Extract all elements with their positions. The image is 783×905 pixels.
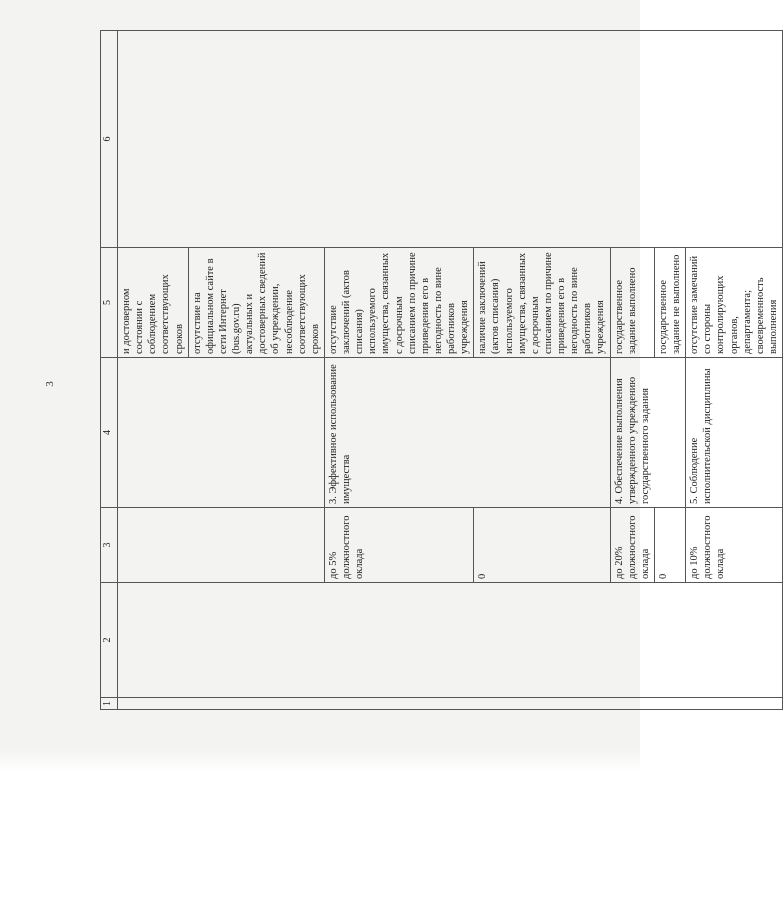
cell-col4: 4. Обеспечение выполнения утвержденного учреждению государственного задания [610, 358, 686, 508]
cell-col1 [118, 698, 783, 710]
cell-col5: и достоверном состоянии с соблюдением соответствующих сроков [118, 248, 189, 358]
rotated-table-container [100, 30, 779, 710]
header-cell: 2 [101, 583, 118, 698]
cell-col3: до 10% должностного оклада [686, 508, 783, 583]
header-cell: 6 [101, 31, 118, 248]
cell-col5: отсутствие заключений (актов списания) используемого имущества, связанных с досрочным списанием по причине приведения его в негодность по вине работников учреждения [324, 248, 473, 358]
cell-col5: отсутствие на официальном сайте в сети Интернет (bus.gov.ru) актуальных и достоверных сведений об учреждении, несоблюдение соответствующих сроков [188, 248, 324, 358]
cell-col3: до 5% должностного оклада [324, 508, 473, 583]
cell-col4: 3. Эффективное использование имущества [324, 358, 610, 508]
cell-col5: отсутствие замечаний со стороны контролирующих органов, департамента; своевременность выполнения [686, 248, 783, 358]
cell-col5: наличие заключений (актов списания) используемого имущества, связанных с досрочным списанием по причине приведения его в негодность по вине работников учреждения [474, 248, 610, 358]
cell-col3: 0 [474, 508, 610, 583]
cell-col5: государственное задание выполнено [610, 248, 654, 358]
scan-edge [0, 748, 640, 772]
header-cell: 1 [101, 698, 118, 710]
cell-col6 [118, 31, 783, 248]
header-cell: 4 [101, 358, 118, 508]
header-row [101, 31, 118, 710]
cell-col5: государственное задание не выполнено [654, 248, 685, 358]
header-cell: 3 [101, 508, 118, 583]
cell-col3: до 20% должностного оклада [610, 508, 654, 583]
cell-col4: 5. Соблюдение исполнительской дисциплины [686, 358, 783, 508]
table-row [118, 31, 189, 710]
cell-col2 [118, 583, 783, 698]
table-rotation [100, 30, 779, 710]
cell-col3 [118, 508, 325, 583]
cell-col3: 0 [654, 508, 685, 583]
page-number: 3 [43, 381, 56, 387]
header-cell: 5 [101, 248, 118, 358]
criteria-table [100, 30, 783, 710]
cell-col4 [118, 358, 325, 508]
